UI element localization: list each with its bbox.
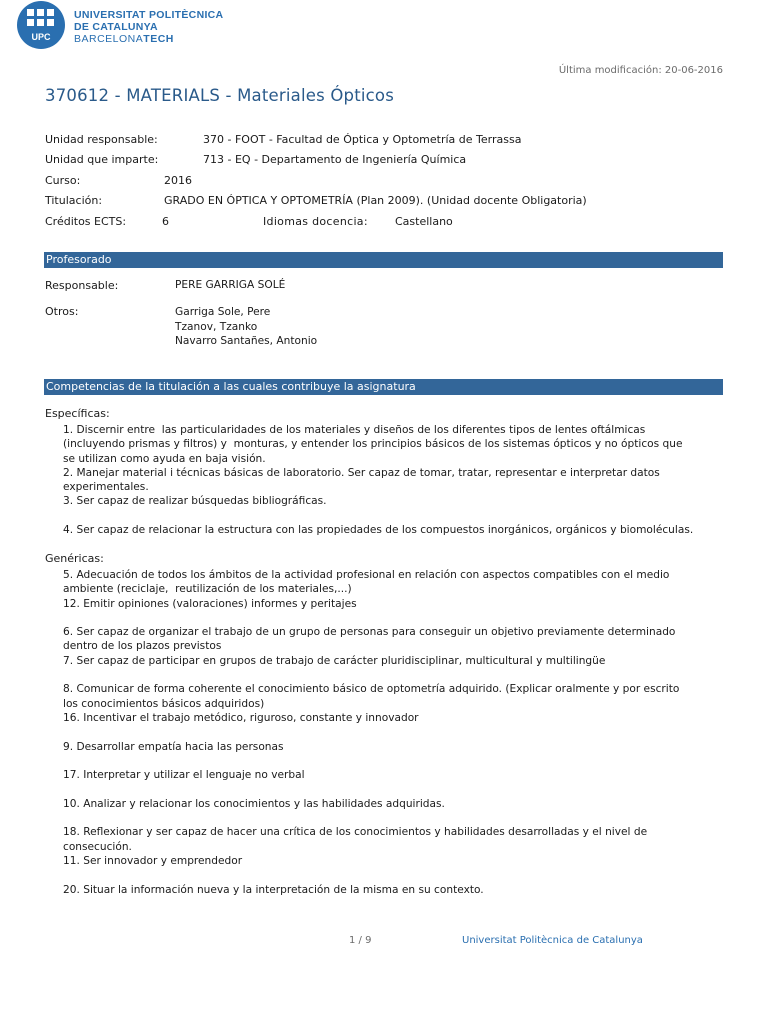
unidad-responsable-label: Unidad responsable: (45, 133, 158, 146)
competencia-line: (incluyendo prismas y filtros) y monturas, y entender los principios básicos de los sistemas ópticos y no ópticos que (63, 438, 683, 451)
curso-label: Curso: (45, 174, 81, 187)
otros-item: Tzanov, Tzanko (175, 320, 258, 333)
competencia-line: 2. Manejar material i técnicas básicas de laboratorio. Ser capaz de tomar, tratar, representar e interpretar datos (63, 466, 660, 479)
competencia-line (63, 754, 723, 768)
competencia-line: 11. Ser innovador y emprendedor (63, 854, 243, 867)
footer-university: Universitat Politècnica de Catalunya (462, 935, 643, 946)
page-number: 1 / 9 (349, 935, 372, 946)
otros-list (175, 305, 317, 349)
competencia-line (63, 668, 723, 682)
competencia-line: 16. Incentivar el trabajo metódico, riguroso, constante y innovador (63, 711, 419, 724)
competencia-line: 20. Situar la información nueva y la interpretación de la misma en su contexto. (63, 883, 484, 896)
competencia-line: 6. Ser capaz de organizar el trabajo de un grupo de personas para conseguir un objetivo previamente determinado (63, 626, 676, 639)
competencia-line: 1. Discernir entre las particularidades de los materiales y diseños de los diferentes tipos de lentes oftálmicas (63, 424, 646, 436)
logo-line1: UNIVERSITAT POLITÈCNICA (74, 9, 224, 21)
otros-item: Navarro Santañes, Antonio (175, 335, 318, 347)
unidad-imparte-value: 713 - EQ - Departamento de Ingeniería Química (203, 153, 467, 166)
curso-value: 2016 (164, 174, 192, 187)
competencia-line: los conocimientos básicos adquiridos) (63, 697, 265, 710)
competencia-line (63, 611, 723, 625)
page-title: 370612 - MATERIALS - Materiales Ópticos (45, 86, 395, 105)
especificas-list (63, 423, 723, 537)
competencia-line (63, 725, 723, 739)
competencia-line: 18. Reflexionar y ser capaz de hacer una crítica de los conocimientos y habilidades desarrolladas y el nivel de (63, 826, 648, 839)
last-modified: Última modificación: 20-06-2016 (558, 65, 723, 76)
competencia-line: dentro de los plazos previstos (63, 640, 222, 653)
competencias-heading: Competencias de la titulación a las cuales contribuye la asignatura (44, 379, 723, 395)
svg-text:UPC: UPC (31, 32, 51, 42)
creditos-label: Créditos ECTS: (45, 215, 127, 228)
competencia-line: 8. Comunicar de forma coherente el conocimiento básico de optometría adquirido. (Explicar oralmente y por escrito (63, 683, 680, 696)
unidad-imparte-label: Unidad que imparte: (45, 153, 159, 166)
otros-label: Otros: (45, 305, 79, 318)
titulacion-label: Titulación: (45, 194, 103, 207)
competencia-line: 12. Emitir opiniones (valoraciones) informes y peritajes (63, 597, 357, 610)
titulacion-value: GRADO EN ÓPTICA Y OPTOMETRÍA (Plan 2009). (Unidad docente Obligatoria) (164, 194, 587, 207)
competencia-line: 5. Adecuación de todos los ámbitos de la actividad profesional en relación con aspectos compatibles con el medio (63, 569, 670, 581)
logo-line2: DE CATALUNYA (74, 21, 158, 33)
competencia-line (63, 868, 723, 882)
genericas-list (63, 568, 723, 897)
responsable-value: PERE GARRIGA SOLÉ (175, 279, 286, 291)
idiomas-value: Castellano (395, 215, 453, 228)
otros-item: Garriga Sole, Pere (175, 306, 271, 318)
competencia-line: 4. Ser capaz de relacionar la estructura con las propiedades de los compuestos inorgánicos, orgánicos y biomoléculas. (63, 524, 694, 537)
competencia-line: experimentales. (63, 481, 149, 494)
especificas-label: Específicas: (45, 407, 110, 420)
competencia-line: 9. Desarrollar empatía hacia las personas (63, 740, 284, 753)
competencia-line: 17. Interpretar y utilizar el lenguaje no verbal (63, 769, 305, 782)
responsable-label: Responsable: (45, 279, 119, 292)
logo-line3: BARCELONATECH (74, 33, 174, 45)
unidad-responsable-value: 370 - FOOT - Facultad de Óptica y Optometría de Terrassa (203, 133, 522, 146)
competencia-line: consecución. (63, 840, 132, 853)
competencia-line: 10. Analizar y relacionar los conocimientos y las habilidades adquiridas. (63, 797, 445, 810)
upc-seal-icon (16, 0, 66, 50)
competencia-line: 3. Ser capaz de realizar búsquedas bibliográficas. (63, 495, 327, 508)
profesorado-heading: Profesorado (44, 252, 723, 268)
upc-logo (16, 0, 236, 50)
logo-wordmark (74, 9, 223, 45)
competencia-line: ambiente (reciclaje, reutilización de los materiales,...) (63, 583, 352, 596)
competencia-line: se utilizan como ayuda en baja visión. (63, 452, 266, 465)
genericas-label: Genéricas: (45, 552, 104, 565)
competencia-line (63, 811, 723, 825)
competencia-line (63, 782, 723, 796)
idiomas-label: Idiomas docencia: (263, 215, 368, 228)
creditos-value: 6 (162, 215, 169, 228)
competencia-line: 7. Ser capaz de participar en grupos de trabajo de carácter pluridisciplinar, multicultural y multilingüe (63, 654, 606, 667)
competencia-line (63, 509, 723, 523)
